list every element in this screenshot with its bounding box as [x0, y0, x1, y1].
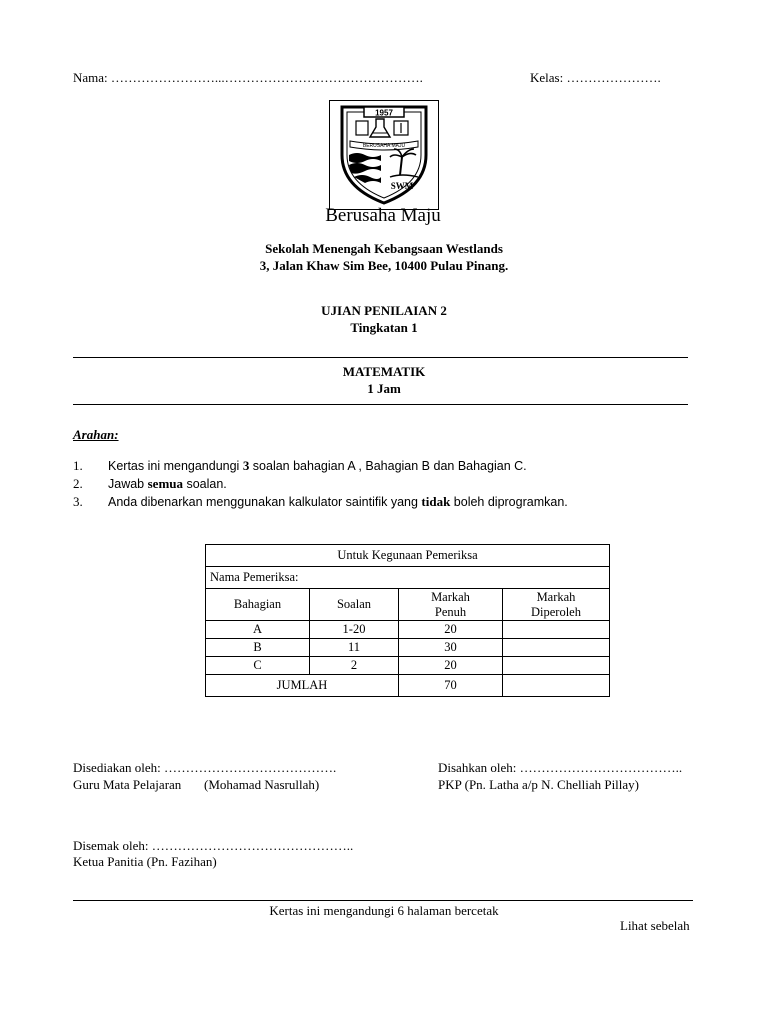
checked-role: Ketua Panitia (Pn. Fazihan) — [73, 854, 217, 869]
divider-bottom — [73, 404, 688, 405]
name-field-label: Nama: ……………………...………………………………………. — [73, 70, 423, 85]
header-cell: Soalan — [310, 589, 399, 621]
exam-subject: MATEMATIK — [342, 364, 426, 379]
school-name: Sekolah Menengah Kebangsaan Westlands — [265, 241, 503, 256]
examiner-table — [205, 544, 610, 697]
instructions-heading: Arahan: — [73, 427, 119, 442]
footer-pages-note: Kertas ini mengandungi 6 halaman bercetak — [269, 903, 499, 918]
header-cell: Markah Diperoleh — [503, 589, 610, 621]
header-cell: Markah Penuh — [399, 589, 503, 621]
footer-next-page: Lihat sebelah — [620, 918, 690, 933]
total-value: 70 — [399, 675, 503, 697]
logo-year: 1957 — [375, 108, 393, 118]
exam-title: UJIAN PENILAIAN 2 — [321, 303, 447, 318]
school-crest-icon — [330, 101, 438, 209]
exam-duration: 1 Jam — [367, 381, 401, 396]
footer-divider — [73, 900, 693, 901]
exam-form: Tingkatan 1 — [350, 320, 418, 335]
table-row: A 1-20 20 — [206, 621, 610, 639]
prepared-by: Disediakan oleh: …………………………………. — [73, 760, 337, 775]
logo-banner: BERUSAHA MAJU — [362, 143, 406, 149]
instruction-item: 1. Kertas ini mengandungi 3 soalan bahagian A , Bahagian B dan Bahagian C. — [73, 458, 527, 473]
checked-by: Disemak oleh: ……………………………………….. — [73, 838, 354, 853]
school-motto: Berusaha Maju — [325, 205, 441, 226]
approved-by: Disahkan oleh: ……………………………….. — [438, 760, 683, 775]
total-row — [206, 675, 610, 697]
instruction-item: 3. Anda dibenarkan menggunakan kalkulator saintifik yang tidak boleh diprogramkan. — [73, 494, 568, 509]
examiner-name-cell: Nama Pemeriksa: — [206, 567, 610, 589]
table-row: C 2 20 — [206, 657, 610, 675]
logo-initials: SWM — [390, 181, 414, 191]
header-cell: Bahagian — [206, 589, 310, 621]
school-address: 3, Jalan Khaw Sim Bee, 10400 Pulau Pinang. — [259, 258, 509, 273]
divider-top — [73, 357, 688, 358]
total-label: JUMLAH — [206, 675, 399, 697]
table-title: Untuk Kegunaan Pemeriksa — [206, 545, 610, 567]
school-logo — [329, 100, 439, 210]
instruction-item: 2. Jawab semua soalan. — [73, 476, 227, 491]
table-row: B 11 30 — [206, 639, 610, 657]
class-field-label: Kelas: …………………. — [530, 70, 661, 85]
approved-role: PKP (Pn. Latha a/p N. Chelliah Pillay) — [438, 777, 639, 792]
prepared-role: Guru Mata Pelajaran (Mohamad Nasrullah) — [73, 777, 320, 792]
